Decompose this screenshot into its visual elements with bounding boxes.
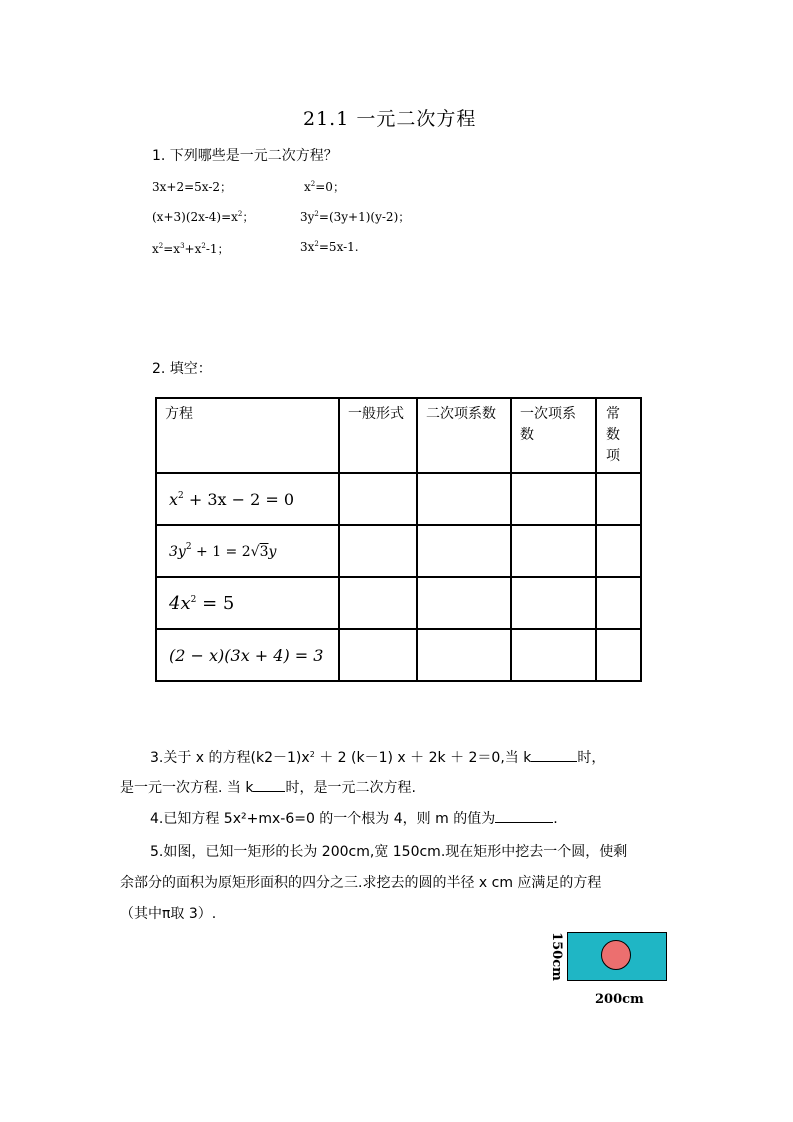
answer-cell[interactable] xyxy=(339,629,417,681)
width-label: 200cm xyxy=(595,992,644,1007)
answer-cell[interactable] xyxy=(511,577,596,629)
q1-prompt: 1. 下列哪些是一元二次方程？ xyxy=(152,148,338,164)
answer-cell[interactable] xyxy=(339,577,417,629)
answer-cell[interactable] xyxy=(417,473,511,525)
answer-cell[interactable] xyxy=(511,473,596,525)
table-row xyxy=(156,525,641,577)
q5-line-2: 余部分的面积为原矩形面积的四分之三.求挖去的圆的半径 x cm 应满足的方程 xyxy=(120,875,602,891)
table-row-equation: (2 − x)(3x + 4) = 3 xyxy=(156,629,339,681)
answer-cell[interactable] xyxy=(511,525,596,577)
answer-cell[interactable] xyxy=(339,473,417,525)
answer-cell[interactable] xyxy=(511,629,596,681)
table-row-equation: $x^2 + 3x - 2 = 0$ xyxy=(156,473,339,525)
page-title: 21.1 一元二次方程 xyxy=(303,108,477,130)
answer-cell[interactable] xyxy=(596,473,641,525)
table-row-equation: $4x^2 = 5$ xyxy=(156,577,339,629)
answer-cell[interactable] xyxy=(596,577,641,629)
table-row xyxy=(156,629,641,681)
q3-line-1: 3.关于 x 的方程$(k2-1)x^2 + 2$ (k－1) x ＋ 2k ＋ 2＝0,当 k 时， xyxy=(150,750,606,766)
q1-equation-1: 3x+2=5x-2； xyxy=(152,180,233,194)
q5-line-1: 5.如图，已知一矩形的长为 200cm,宽 150cm.现在矩形中挖去一个圆，使剩 xyxy=(150,844,628,860)
answer-cell[interactable] xyxy=(596,525,641,577)
q4-line: 4.已知方程 5x²+mx-6=0 的一个根为 4，则 m 的值为 . xyxy=(150,811,558,827)
q1-equation-3: $(x+3)(2x-4)=x^2$； xyxy=(152,210,255,224)
q1-equation-2: $x^2=0$； xyxy=(304,180,345,194)
header-linear-coefficient: 一次项系数 xyxy=(511,398,596,473)
q1-equation-4: $3y^2=(3y+1)(y-2)$； xyxy=(300,210,411,224)
header-equation: 方程 xyxy=(156,398,339,473)
q3-blank-2[interactable] xyxy=(253,779,285,792)
q1-equation-6: $3x^2=5x-1$. xyxy=(300,240,359,254)
table-row xyxy=(156,577,641,629)
header-quadratic-coefficient: 二次项系数 xyxy=(417,398,511,473)
answer-cell[interactable] xyxy=(417,629,511,681)
header-constant-term: 常数项 xyxy=(596,398,641,473)
answer-cell[interactable] xyxy=(417,577,511,629)
q5-line-3: （其中π取 3）. xyxy=(120,906,217,922)
q2-prompt: 2. 填空： xyxy=(152,361,212,377)
table-row-equation: $3y^2 + 1 = 2√3y$ xyxy=(156,525,339,577)
q4-blank[interactable] xyxy=(495,810,553,823)
table-row xyxy=(156,473,641,525)
header-general-form: 一般形式 xyxy=(339,398,417,473)
answer-cell[interactable] xyxy=(596,629,641,681)
answer-cell[interactable] xyxy=(339,525,417,577)
answer-cell[interactable] xyxy=(417,525,511,577)
height-label: 150cm xyxy=(548,932,564,981)
circle-cutout xyxy=(601,940,631,970)
fill-in-table xyxy=(155,397,642,682)
table-header-row xyxy=(156,398,641,473)
q3-blank-1[interactable] xyxy=(531,749,577,762)
q1-equation-5: $x^2=x^3+x^2-1$； xyxy=(152,242,230,256)
q3-line-2: 是一元一次方程. 当 k 时，是一元二次方程. xyxy=(120,780,416,796)
